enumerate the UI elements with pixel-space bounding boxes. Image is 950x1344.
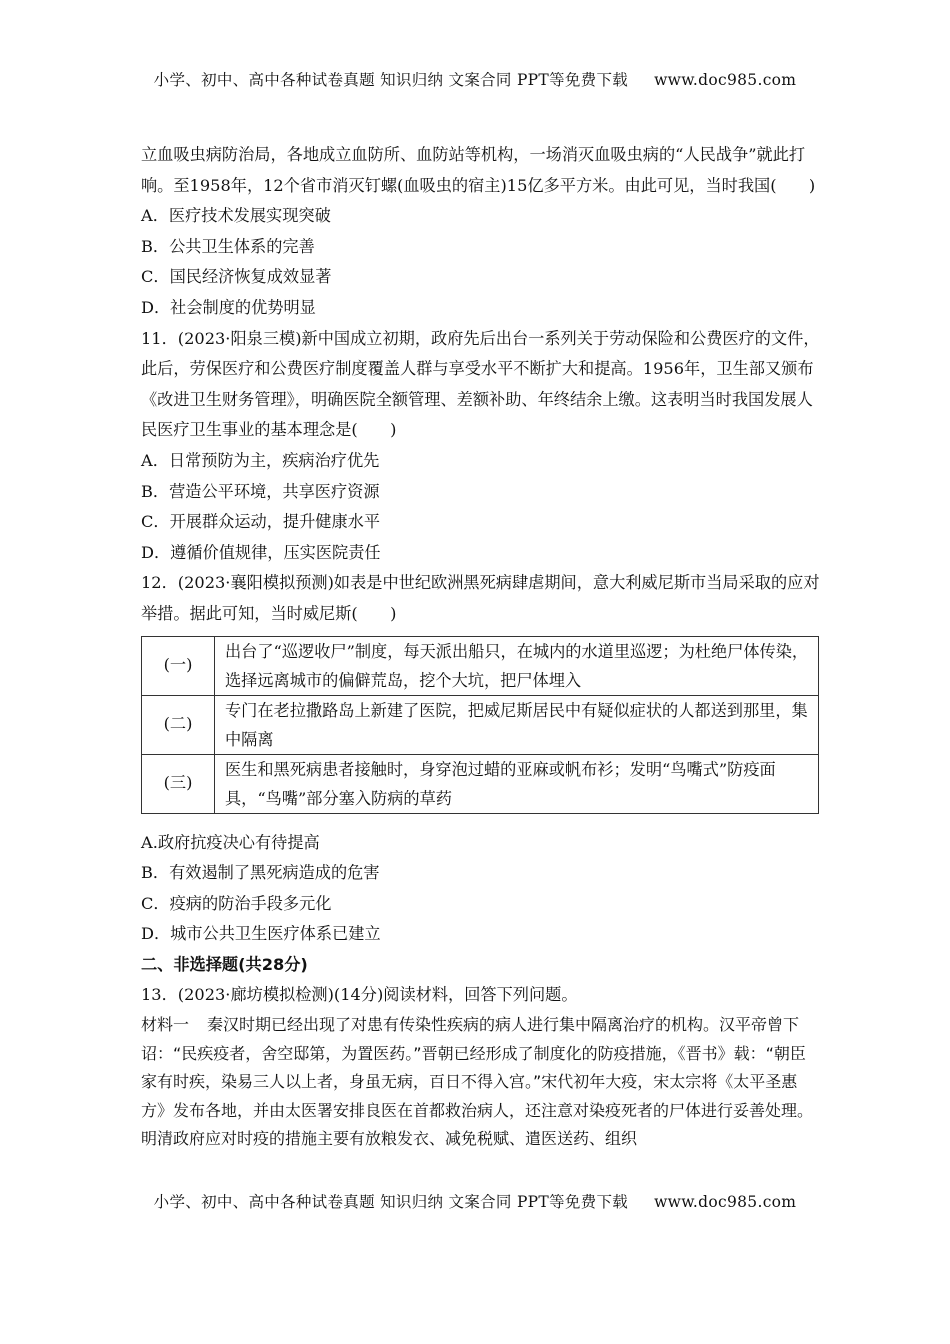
q10-option-d: D．社会制度的优势明显	[141, 297, 316, 317]
table-row-text: 出台了“巡逻收尸”制度，每天派出船只，在城内的水道里巡逻；为杜绝尸体传染，选择远离城市的偏僻荒岛，挖个大坑，把尸体埋入	[215, 636, 819, 695]
q12-option-b: B．有效遏制了黑死病造成的危害	[141, 863, 380, 883]
page-footer	[0, 1190, 950, 1212]
table-row-text: 专门在老拉撒路岛上新建了医院，把威尼斯居民中有疑似症状的人都送到那里，集中隔离	[215, 695, 819, 754]
q12-option-c: C．疫病的防治手段多元化	[141, 893, 332, 913]
page-header	[0, 68, 950, 90]
section-title: 二、非选择题(共28分)	[141, 954, 308, 974]
q12-measures-table	[141, 636, 819, 814]
q10-stem-continuation: 立血吸虫病防治局，各地成立血防所、血防站等机构，一场消灭血吸虫病的“人民战争”就此打响。至1958年，12个省市消灭钉螺(血吸虫的宿主)15亿多平方米。由此可见，当时我国( )	[141, 145, 816, 195]
q10-option-a: A．医疗技术发展实现突破	[141, 206, 331, 226]
table-row	[142, 695, 819, 754]
header-url[interactable]: www.doc985.com	[654, 71, 797, 89]
q11-option-a: A．日常预防为主，疾病治疗优先	[141, 450, 380, 470]
table-row-text: 医生和黑死病患者接触时，身穿泡过蜡的亚麻或帆布衫；发明“鸟嘴式”防疫面具，“鸟嘴”部分塞入防病的草药	[215, 754, 819, 813]
q10-option-c: C．国民经济恢复成效显著	[141, 267, 332, 287]
footer-url[interactable]: www.doc985.com	[654, 1193, 797, 1211]
q12-option-a: A.政府抗疫决心有待提高	[141, 832, 320, 852]
q13-stem: 13．(2023·廊坊模拟检测)(14分)阅读材料，回答下列问题。	[141, 985, 578, 1005]
table-row	[142, 754, 819, 813]
q11-option-c: C．开展群众运动，提升健康水平	[141, 512, 381, 532]
footer-text: 小学、初中、高中各种试卷真题 知识归纳 文案合同 PPT等免费下载	[153, 1193, 629, 1211]
document-body	[141, 140, 821, 1154]
material-text: 秦汉时期已经出现了对患有传染性疾病的病人进行集中隔离治疗的机构。汉平帝曾下诏：“民疾疫者，舍空邸第，为置医药。”晋朝已经形成了制度化的防疫措施，《晋书》载：“朝臣家有时疾，染易三人以上者，身虽无病，百日不得入宫。”宋代初年大疫，宋太宗将《太平圣惠方》发布各地，并由太医署安排良医在首都救治病人，还注意对染疫死者的尸体进行妥善处理。明清政府应对时疫的措施主要有放粮发衣、减免税赋、遣医送药、组织	[141, 1015, 814, 1149]
material-label: 材料一	[141, 1015, 190, 1035]
q12-stem: 12．(2023·襄阳模拟预测)如表是中世纪欧洲黑死病肆虐期间，意大利威尼斯市当局采取的应对举措。据此可知，当时威尼斯( )	[141, 573, 820, 623]
header-text: 小学、初中、高中各种试卷真题 知识归纳 文案合同 PPT等免费下载	[153, 71, 629, 89]
q12-option-d: D．城市公共卫生医疗体系已建立	[141, 924, 381, 944]
q11-stem: 11．(2023·阳泉三模)新中国成立初期，政府先后出台一系列关于劳动保险和公费医疗的文件，此后，劳保医疗和公费医疗制度覆盖人群与享受水平不断扩大和提高。1956年，卫生部又颁布《改进卫生财务管理》，明确医院全额管理、差额补助、年终结余上缴。这表明当时我国发展人民医疗卫生事业的基本理念是( )	[141, 328, 820, 440]
table-row-number: (一)	[142, 636, 215, 695]
table-row-number: (二)	[142, 695, 215, 754]
q11-option-d: D．遵循价值规律，压实医院责任	[141, 542, 381, 562]
table-row	[142, 636, 819, 695]
table-row-number: (三)	[142, 754, 215, 813]
q11-option-b: B．营造公平环境，共享医疗资源	[141, 481, 380, 501]
q10-option-b: B．公共卫生体系的完善	[141, 236, 315, 256]
q13-material-one	[141, 1011, 821, 1154]
